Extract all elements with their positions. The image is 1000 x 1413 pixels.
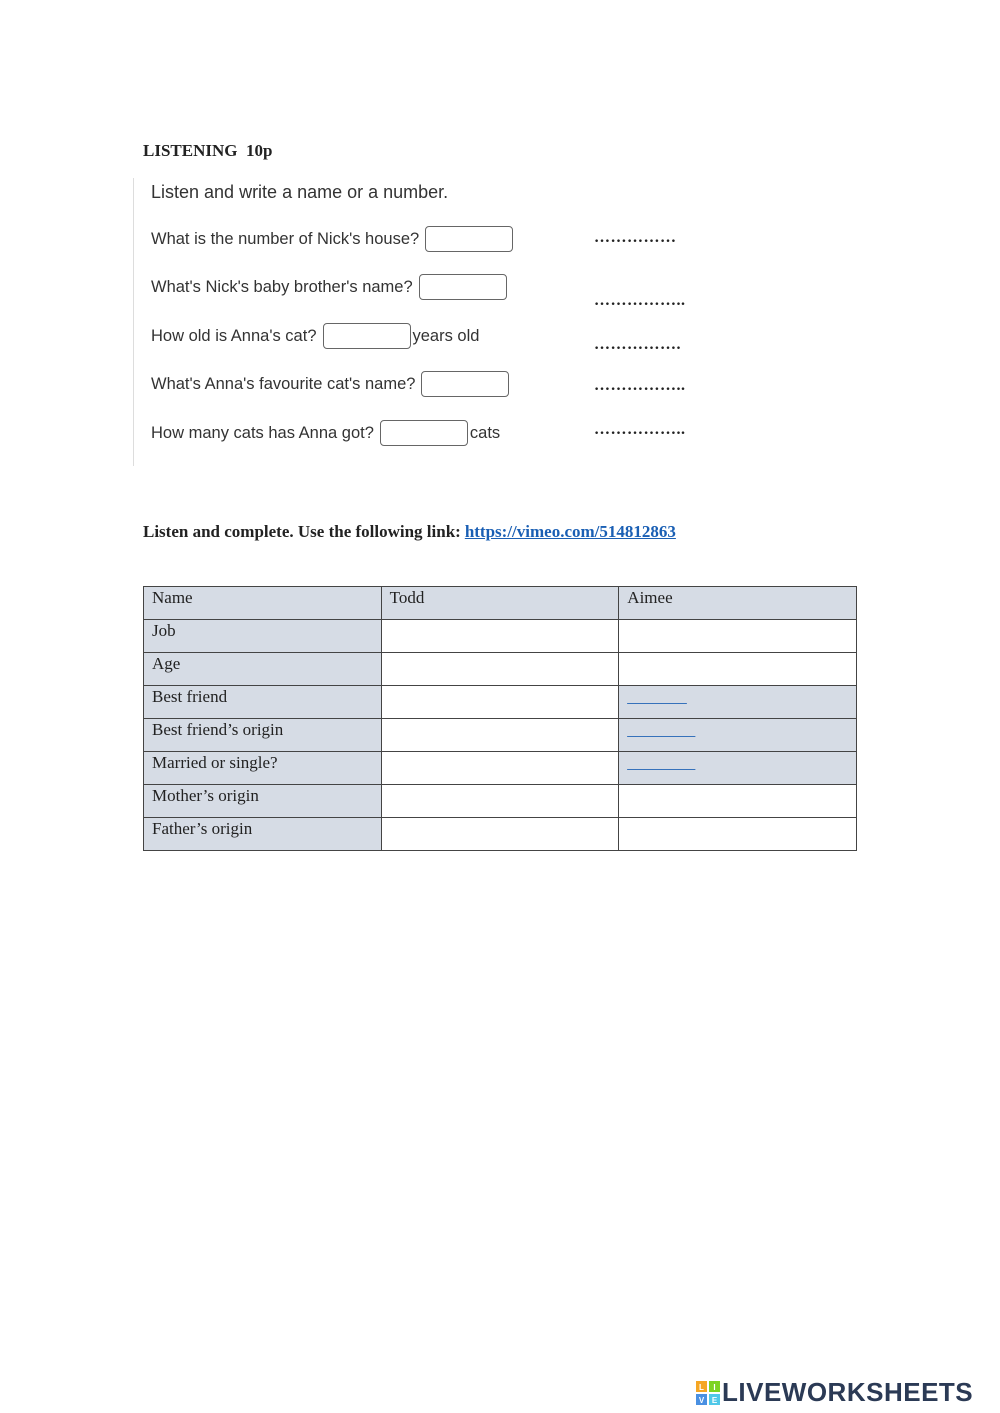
todd-cell[interactable] [381, 719, 619, 752]
row-label: Married or single? [144, 752, 382, 785]
table-row [144, 785, 857, 818]
brand-name: LIVEWORKSHEETS [722, 1377, 974, 1407]
todd-cell[interactable] [381, 686, 619, 719]
table-row [144, 653, 857, 686]
svg-text:E: E [711, 1395, 718, 1405]
aimee-cell[interactable] [619, 785, 857, 818]
info-table [143, 586, 857, 851]
question-text: What's Anna's favourite cat's name? [151, 374, 416, 393]
section-title: LISTENING 10p [143, 141, 273, 160]
question-row [151, 418, 500, 448]
answer-dots: …………… [594, 229, 677, 246]
exercise2-instruction-text: Listen and complete. Use the following link: [143, 522, 461, 541]
table-header-cell: Name [144, 587, 382, 620]
question-row [151, 224, 513, 254]
aimee-cell[interactable]: ________ [619, 719, 857, 752]
todd-cell[interactable] [381, 653, 619, 686]
question-row [151, 272, 507, 302]
answer-dots: ……………. [594, 336, 681, 353]
answer-input[interactable] [425, 226, 513, 252]
answer-dots: …………….. [594, 377, 686, 394]
question-row [151, 369, 509, 399]
table-row [144, 818, 857, 851]
question-text: What's Nick's baby brother's name? [151, 277, 413, 296]
aimee-cell[interactable] [619, 653, 857, 686]
question-text: What is the number of Nick's house? [151, 229, 420, 248]
question-text: How many cats has Anna got? [151, 423, 374, 442]
table-row [144, 719, 857, 752]
answer-input[interactable] [323, 323, 411, 349]
row-label: Best friend [144, 686, 382, 719]
row-label: Father’s origin [144, 818, 382, 851]
aimee-cell[interactable]: ________ [619, 752, 857, 785]
answer-dots: …………….. [594, 292, 686, 309]
svg-text:I: I [713, 1382, 716, 1392]
row-label: Mother’s origin [144, 785, 382, 818]
question-text: How old is Anna's cat? [151, 326, 317, 345]
todd-cell[interactable] [381, 785, 619, 818]
aimee-cell[interactable] [619, 818, 857, 851]
table-row [144, 620, 857, 653]
liveworksheets-brand [696, 1377, 973, 1408]
table-row [144, 686, 857, 719]
table-row [144, 752, 857, 785]
question-suffix: years old [412, 326, 480, 345]
liveworksheets-logo-icon [696, 1381, 720, 1405]
table-header-cell: Todd [381, 587, 619, 620]
question-row [151, 321, 479, 351]
svg-text:L: L [699, 1382, 704, 1392]
exercise1-instruction: Listen and write a name or a number. [151, 182, 449, 202]
table-header-row [144, 587, 857, 620]
row-label: Age [144, 653, 382, 686]
todd-cell[interactable] [381, 752, 619, 785]
answer-input[interactable] [421, 371, 509, 397]
todd-cell[interactable] [381, 620, 619, 653]
exercise2-instruction [143, 522, 676, 542]
aimee-cell[interactable]: _______ [619, 686, 857, 719]
answer-input[interactable] [380, 420, 468, 446]
question-suffix: cats [469, 423, 501, 442]
aimee-cell[interactable] [619, 620, 857, 653]
row-label: Job [144, 620, 382, 653]
todd-cell[interactable] [381, 818, 619, 851]
answer-input[interactable] [419, 274, 507, 300]
table-header-cell: Aimee [619, 587, 857, 620]
video-link[interactable]: https://vimeo.com/514812863 [464, 522, 676, 541]
svg-text:V: V [698, 1395, 705, 1405]
answer-dots: …………….. [594, 421, 686, 438]
row-label: Best friend’s origin [144, 719, 382, 752]
